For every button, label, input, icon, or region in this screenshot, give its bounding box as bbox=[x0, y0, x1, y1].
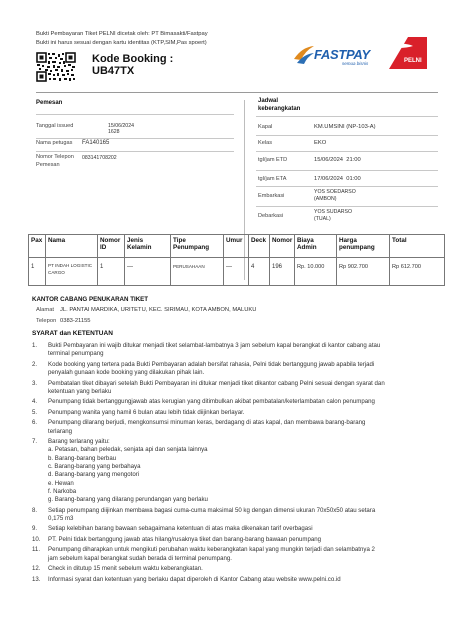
fastpay-swoosh-icon bbox=[292, 44, 316, 66]
fastpay-logo bbox=[292, 44, 387, 68]
sub-item: g. Barang-barang yang dilarang perundangan yang berlaku bbox=[48, 496, 208, 504]
booking-code bbox=[92, 54, 173, 77]
table-row bbox=[29, 258, 445, 286]
item-text: Penumpang wanita yang hamil 6 bulan atau lebih tidak diijinkan berlayar. bbox=[48, 408, 245, 416]
col-umur: Umur bbox=[224, 235, 249, 258]
sub-item: b. Barang-barang berbau bbox=[48, 454, 117, 462]
list-item bbox=[32, 361, 444, 378]
terms-list bbox=[32, 342, 444, 586]
col-deck: Deck bbox=[249, 235, 270, 258]
list-item bbox=[32, 525, 444, 533]
embarkasi-label: Embarkasi bbox=[258, 193, 285, 199]
debarkasi-label: Debarkasi bbox=[258, 213, 284, 219]
row-divider bbox=[256, 151, 438, 152]
header-notes bbox=[36, 30, 208, 47]
kelas-value: EKO bbox=[314, 140, 327, 146]
cell-biaya-admin: Rp. 10.000 bbox=[295, 258, 337, 286]
item-text: terminal penumpang bbox=[48, 350, 104, 358]
tanggal-issued-label: Tanggal issued bbox=[36, 123, 74, 129]
sub-item: c. Barang-barang yang berbahaya bbox=[48, 462, 141, 470]
item-text: Informasi syarat dan ketentuan yang berlaku dapat diperoleh di Kantor Cabang atau website www.pelni.co.id bbox=[48, 575, 341, 583]
pemesan-title: Pemesan bbox=[36, 100, 63, 106]
item-number: 11. bbox=[32, 546, 41, 554]
item-text: Setiap kelebihan barang bawaan sebagaimana ketentuan di atas maka dikenakan tarif overbagasi bbox=[48, 525, 313, 533]
item-number: 1. bbox=[32, 342, 38, 349]
cell-umur: — bbox=[224, 258, 249, 286]
debarkasi-city: (TUAL) bbox=[314, 216, 331, 222]
alamat-value: JL. PANTAI MARDIKA, URITETU, KEC. SIRIMAU, KOTA AMBON, MALUKU bbox=[60, 307, 257, 313]
embarkasi-city: (AMBON) bbox=[314, 196, 337, 202]
list-item bbox=[32, 380, 444, 397]
pelni-flag-icon bbox=[388, 36, 428, 70]
header-divider bbox=[36, 92, 438, 93]
item-text: Penumpang tidak bertanggungjawab atas kerugian yang ditimbulkan akibat pembatalan/keterlambatan calon penumpang bbox=[48, 398, 375, 406]
row-divider bbox=[256, 135, 438, 136]
cell-nomor-id: 1 bbox=[98, 258, 125, 286]
cell-deck: 4 bbox=[249, 258, 270, 286]
list-item bbox=[32, 398, 444, 406]
booking-code-value: UB47TX bbox=[92, 64, 135, 77]
row-divider bbox=[36, 151, 234, 152]
booking-code-label: Kode Booking : bbox=[92, 53, 174, 65]
fastpay-tagline: semua bisnis bbox=[342, 61, 369, 66]
nomor-telepon-label: Nomor Telepon bbox=[36, 154, 74, 160]
item-text: Bukti Pembayaran ini wajib ditukar menjadi tiket selambat-lambatnya 3 jam sebelum kapal berangkat di kantor cabang atau bbox=[48, 342, 381, 349]
cell-tipe-penumpang: PERUSAHAAN bbox=[171, 258, 224, 286]
alamat-label: Alamat bbox=[36, 307, 55, 313]
etd-label: tgl/jam ETD bbox=[258, 157, 288, 163]
item-number: 5. bbox=[32, 408, 38, 416]
item-text: Penumpang diharapkan untuk mengikuti perubahan waktu keberangkatan kapal yang mungkin terjadi dan selambatnya 2 bbox=[48, 546, 375, 554]
telepon-label: Telepon bbox=[36, 318, 57, 324]
etd-value: 15/06/2024 21:00 bbox=[314, 157, 361, 163]
item-text: penyalah gunaan kode booking yang dilakukan pihak lain. bbox=[48, 369, 205, 377]
jadwal-divider bbox=[256, 116, 438, 117]
item-number: 12. bbox=[32, 565, 41, 573]
eta-value: 17/06/2024 01:00 bbox=[314, 176, 361, 182]
embarkasi-port: YOS SOEDARSO bbox=[314, 189, 356, 195]
col-pax: Pax bbox=[29, 235, 46, 258]
list-item bbox=[32, 438, 444, 504]
col-biaya-admin: Biaya Admin bbox=[295, 235, 337, 258]
sub-item: e. Hewan bbox=[48, 479, 74, 487]
sub-item: a. Petasan, bahan peledak, senjata api dan senjata lainnya bbox=[48, 446, 208, 454]
pelni-logo bbox=[388, 36, 428, 70]
jadwal-title-line1: Jadwal bbox=[258, 98, 279, 104]
list-item bbox=[32, 565, 444, 573]
table-header-row bbox=[29, 235, 445, 258]
item-text: Penumpang dilarang berjudi, mengkonsumsi minuman keras, berdagang di atas kapal, dan membawa barang-barang bbox=[48, 419, 366, 427]
identity-note: Bukti ini harus sesuai dengan kartu identitas (KTP,SIM,Pas spoert) bbox=[36, 39, 207, 46]
tanggal-issued-date: 15/06/2024 bbox=[108, 123, 134, 129]
kelas-label: Kelas bbox=[258, 140, 272, 146]
kapal-label: Kapal bbox=[258, 124, 273, 130]
cell-jenis-kelamin: — bbox=[125, 258, 171, 286]
kantor-title: KANTOR CABANG PENUKARAN TIKET bbox=[32, 296, 149, 303]
item-number: 7. bbox=[32, 438, 38, 446]
item-text: 0,175 m3 bbox=[48, 514, 74, 522]
list-item bbox=[32, 576, 444, 584]
debarkasi-port: YOS SUDARSO bbox=[314, 209, 353, 215]
col-nomor-id: Nomor ID bbox=[98, 235, 125, 258]
row-divider bbox=[256, 186, 438, 187]
tanggal-issued-time: 1628 bbox=[108, 129, 120, 135]
item-number: 6. bbox=[32, 419, 38, 427]
sub-item: d. Barang-barang yang mengotori bbox=[48, 471, 140, 479]
item-number: 10. bbox=[32, 535, 41, 543]
jadwal-title bbox=[258, 98, 300, 113]
item-text: Pembatalan tiket dibayari setelah Bukti Pembayaran ini ditukar menjadi tiket dikantor cabang Pelni sesuai dengan syarat dan bbox=[48, 379, 385, 387]
barang-terlarang-list bbox=[48, 446, 444, 504]
kapal-value: KM.UMSINI (NP-103-A) bbox=[314, 124, 376, 130]
item-number: 4. bbox=[32, 398, 38, 406]
item-text: terlarang bbox=[48, 427, 73, 435]
item-text: ketentuan yang berlaku bbox=[48, 387, 112, 395]
jadwal-title-line2: keberangkatan bbox=[258, 105, 301, 112]
item-text: Kode booking yang tertera pada Bukti Pembayaran adalah bersifat rahasia, Pelni tidak bertanggung jawab apabila terjadi bbox=[48, 360, 375, 368]
item-number: 8. bbox=[32, 506, 38, 514]
col-nama: Nama bbox=[46, 235, 98, 258]
item-number: 3. bbox=[32, 379, 38, 387]
col-tipe-penumpang: Tipe Penumpang bbox=[171, 235, 224, 258]
issuer-note: Bukti Pembayaran Tiket PELNI dicetak oleh: PT Bimasakti/Fastpay bbox=[36, 31, 208, 37]
list-item bbox=[32, 546, 444, 563]
item-text: jam sebelum kapal berangkat sudah berada di terminal penumpang. bbox=[48, 554, 232, 562]
list-item bbox=[32, 409, 444, 417]
col-harga-penumpang: Harga penumpang bbox=[337, 235, 390, 258]
cell-nama: PT INDAH LOGISTIC CARGO bbox=[46, 258, 98, 286]
sub-item: f. Narkoba bbox=[48, 487, 77, 495]
item-text: Setiap penumpang diijinkan membawa bagasi cuma-cuma maksimal 50 kg dengan dimensi ukuran 70x50x50 atau setara bbox=[48, 506, 376, 514]
col-total: Total bbox=[390, 235, 445, 258]
item-text: PT. Pelni tidak bertanggung jawab atas hilang/rusaknya tiket dan barang-barang bawaan penumpang bbox=[48, 535, 322, 543]
col-nomor: Nomor bbox=[270, 235, 295, 258]
col-jenis-kelamin: Jenis Kelamin bbox=[125, 235, 171, 258]
row-divider bbox=[36, 138, 234, 139]
row-divider bbox=[256, 170, 438, 171]
eta-label: tgl/jam ETA bbox=[258, 176, 287, 182]
item-number: 13. bbox=[32, 575, 41, 583]
cell-harga-penumpang: Rp 902.700 bbox=[337, 258, 390, 286]
nama-petugas-label: Nama petugas bbox=[36, 140, 73, 146]
list-item bbox=[32, 507, 444, 524]
list-item bbox=[32, 419, 444, 436]
nomor-telepon-value: 083141708202 bbox=[82, 155, 117, 161]
item-number: 2. bbox=[32, 360, 38, 368]
item-text: Check in ditutup 15 menit sebelum waktu keberangkatan. bbox=[48, 565, 203, 573]
item-text: Barang terlarang yaitu: bbox=[48, 438, 110, 446]
syarat-title: SYARAT dan KETENTUAN bbox=[32, 330, 113, 337]
nomor-telepon-label-2: Pemesan bbox=[36, 162, 60, 168]
list-item bbox=[32, 342, 444, 359]
pemesan-divider bbox=[36, 114, 234, 115]
fastpay-brand: FASTPAY bbox=[314, 47, 370, 62]
telepon-value: 0383-21155 bbox=[60, 318, 91, 324]
cell-nomor: 196 bbox=[270, 258, 295, 286]
pelni-brand: PELNI bbox=[404, 58, 422, 64]
item-number: 9. bbox=[32, 525, 38, 533]
cell-total: Rp 612.700 bbox=[390, 258, 445, 286]
list-item bbox=[32, 536, 444, 544]
row-divider bbox=[256, 206, 438, 207]
cell-pax: 1 bbox=[29, 258, 46, 286]
qr-code-icon bbox=[36, 52, 76, 82]
nama-petugas-value: FA140165 bbox=[82, 140, 110, 146]
passenger-table bbox=[28, 234, 445, 286]
